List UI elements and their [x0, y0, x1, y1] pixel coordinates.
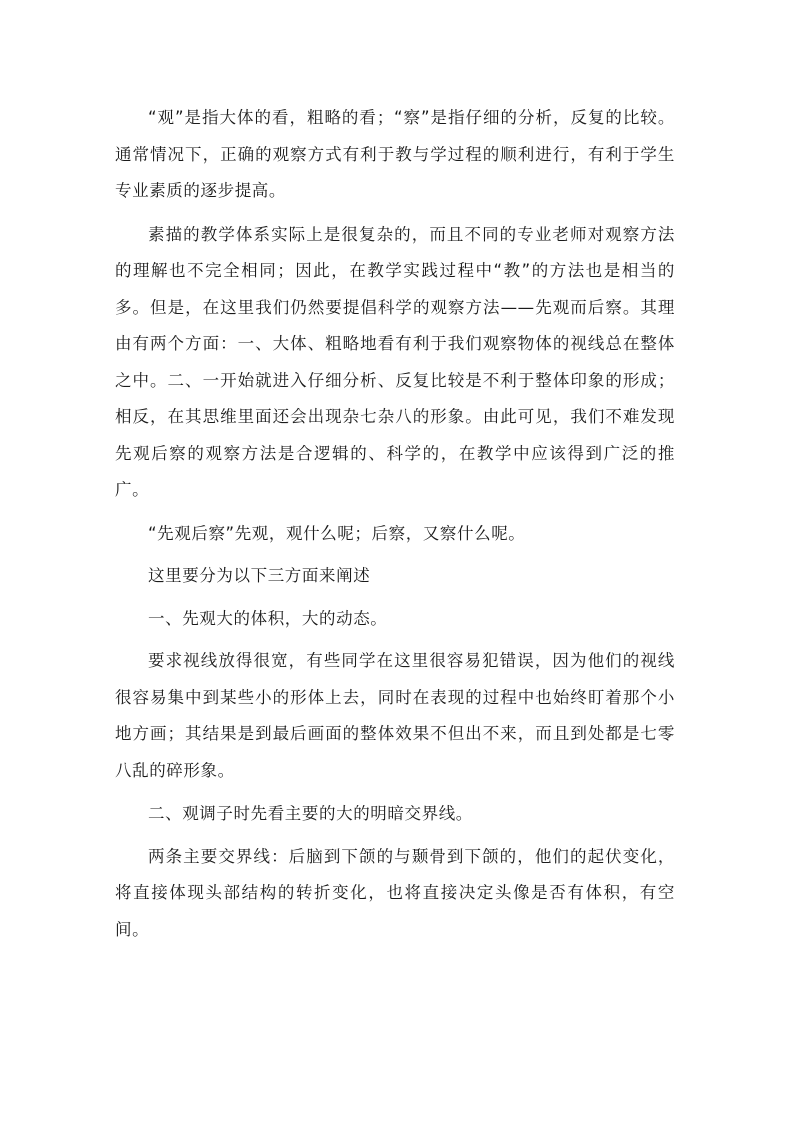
section-heading-two: 二、观调子时先看主要的大的明暗交界线。	[148, 804, 473, 823]
paragraph-boundary-lines: 两条主要交界线：后脑到下颌的与颞骨到下颌的，他们的起伏变化，将直接体现头部结构的转折变化，也将直接决定头像是否有体积，有空间。	[115, 846, 675, 939]
paragraph-wide-view: 要求视线放得很宽，有些同学在这里很容易犯错误，因为他们的视线很容易集中到某些小的形体上去，同时在表现的过程中也始终盯着那个小地方画；其结果是到最后画面的整体效果不但出不来，而且到处都是七零八乱的碎形象。	[115, 651, 675, 780]
paragraph-question: “先观后察”先观，观什么呢；后察，又察什么呢。	[148, 523, 526, 543]
paragraph-observation-definition: “观”是指大体的看，粗略的看；“察”是指仔细的分析，反复的比较。通常情况下，正确的观察方式有利于教与学过程的顺利进行，有利于学生专业素质的逐步提高。	[115, 108, 675, 200]
paragraph-three-aspects: 这里要分为以下三方面来阐述	[148, 566, 371, 585]
paragraph-teaching-system: 素描的教学体系实际上是很复杂的，而且不同的专业老师对观察方法的理解也不完全相同；因此，在教学实践过程中“教”的方法也是相当的多。但是，在这里我们仍然要提倡科学的观察方法——先观而后察。其理由有两个方面：一、大体、粗略地看有利于我们观察物体的视线总在整体之中。二、一开始就进入仔细分析、反复比较是不利于整体印象的形成；相反，在其思维里面还会出现杂七杂八的形象。由此可见，我们不难发现先观后察的观察方法是合逻辑的、科学的，在教学中应该得到广泛的推广。	[115, 224, 675, 499]
section-heading-one: 一、先观大的体积，大的动态。	[148, 608, 388, 628]
document-body	[115, 100, 675, 955]
